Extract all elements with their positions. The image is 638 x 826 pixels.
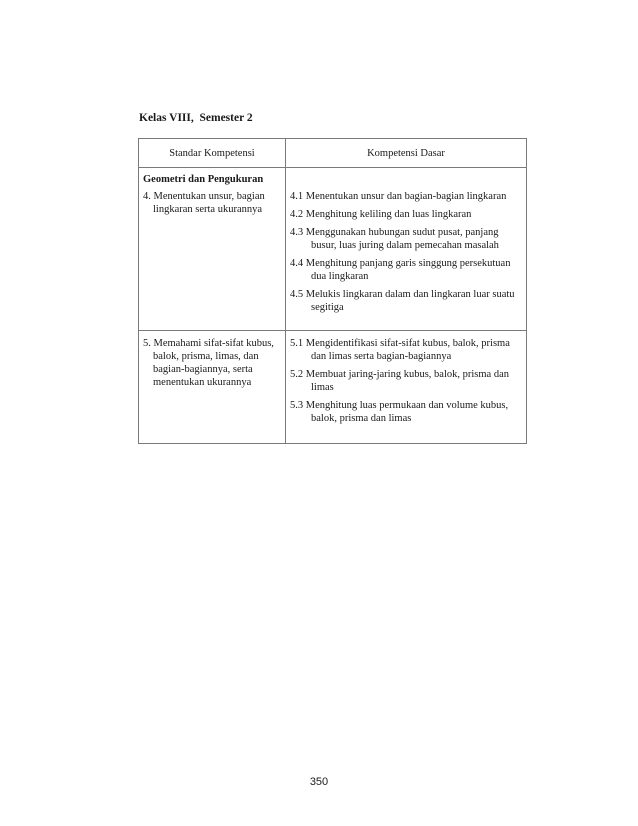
- standar-cell: [139, 331, 286, 444]
- competency-table: [138, 138, 527, 444]
- dasar-cell: [286, 331, 527, 444]
- page-number: 350: [309, 776, 329, 788]
- kd-item: 4.1 Menentukan unsur dan bagian-bagian lingkaran: [290, 191, 507, 202]
- kd-item: 5.3 Menghitung luas permukaan dan volume kubus, balok, prisma dan limas: [290, 400, 509, 424]
- kd-item: 5.1 Mengidentifikasi sifat-sifat kubus, balok, prisma dan limas serta bagian-bagiannya: [290, 338, 510, 362]
- column-header-standar: Standar Kompetensi: [139, 139, 286, 168]
- kd-item: 5.2 Membuat jaring-jaring kubus, balok, prisma dan limas: [290, 369, 509, 393]
- table-row: [139, 188, 527, 331]
- kd-item: 4.5 Melukis lingkaran dalam dan lingkaran luar suatu segitiga: [290, 289, 515, 313]
- group-title: Geometri dan Pengukuran: [139, 168, 286, 189]
- group-row: [139, 168, 527, 189]
- dasar-cell: [286, 188, 527, 331]
- column-header-dasar: Kompetensi Dasar: [286, 139, 527, 168]
- standar-text: 5. Memahami sifat-sifat kubus, balok, prisma, limas, dan bagian-bagiannya, serta menentukan ukurannya: [143, 338, 274, 388]
- kd-item: 4.4 Menghitung panjang garis singgung persekutuan dua lingkaran: [290, 258, 511, 282]
- kd-item: 4.2 Menghitung keliling dan luas lingkaran: [290, 209, 472, 220]
- standar-cell: [139, 188, 286, 331]
- table-row: [139, 331, 527, 444]
- standar-text: 4. Menentukan unsur, bagian lingkaran serta ukurannya: [143, 191, 265, 215]
- group-row-spacer: [286, 168, 527, 189]
- page-heading: Kelas VIII, Semester 2: [139, 112, 253, 124]
- kd-item: 4.3 Menggunakan hubungan sudut pusat, panjang busur, luas juring dalam pemecahan masalah: [290, 227, 499, 251]
- table-header-row: [139, 139, 527, 168]
